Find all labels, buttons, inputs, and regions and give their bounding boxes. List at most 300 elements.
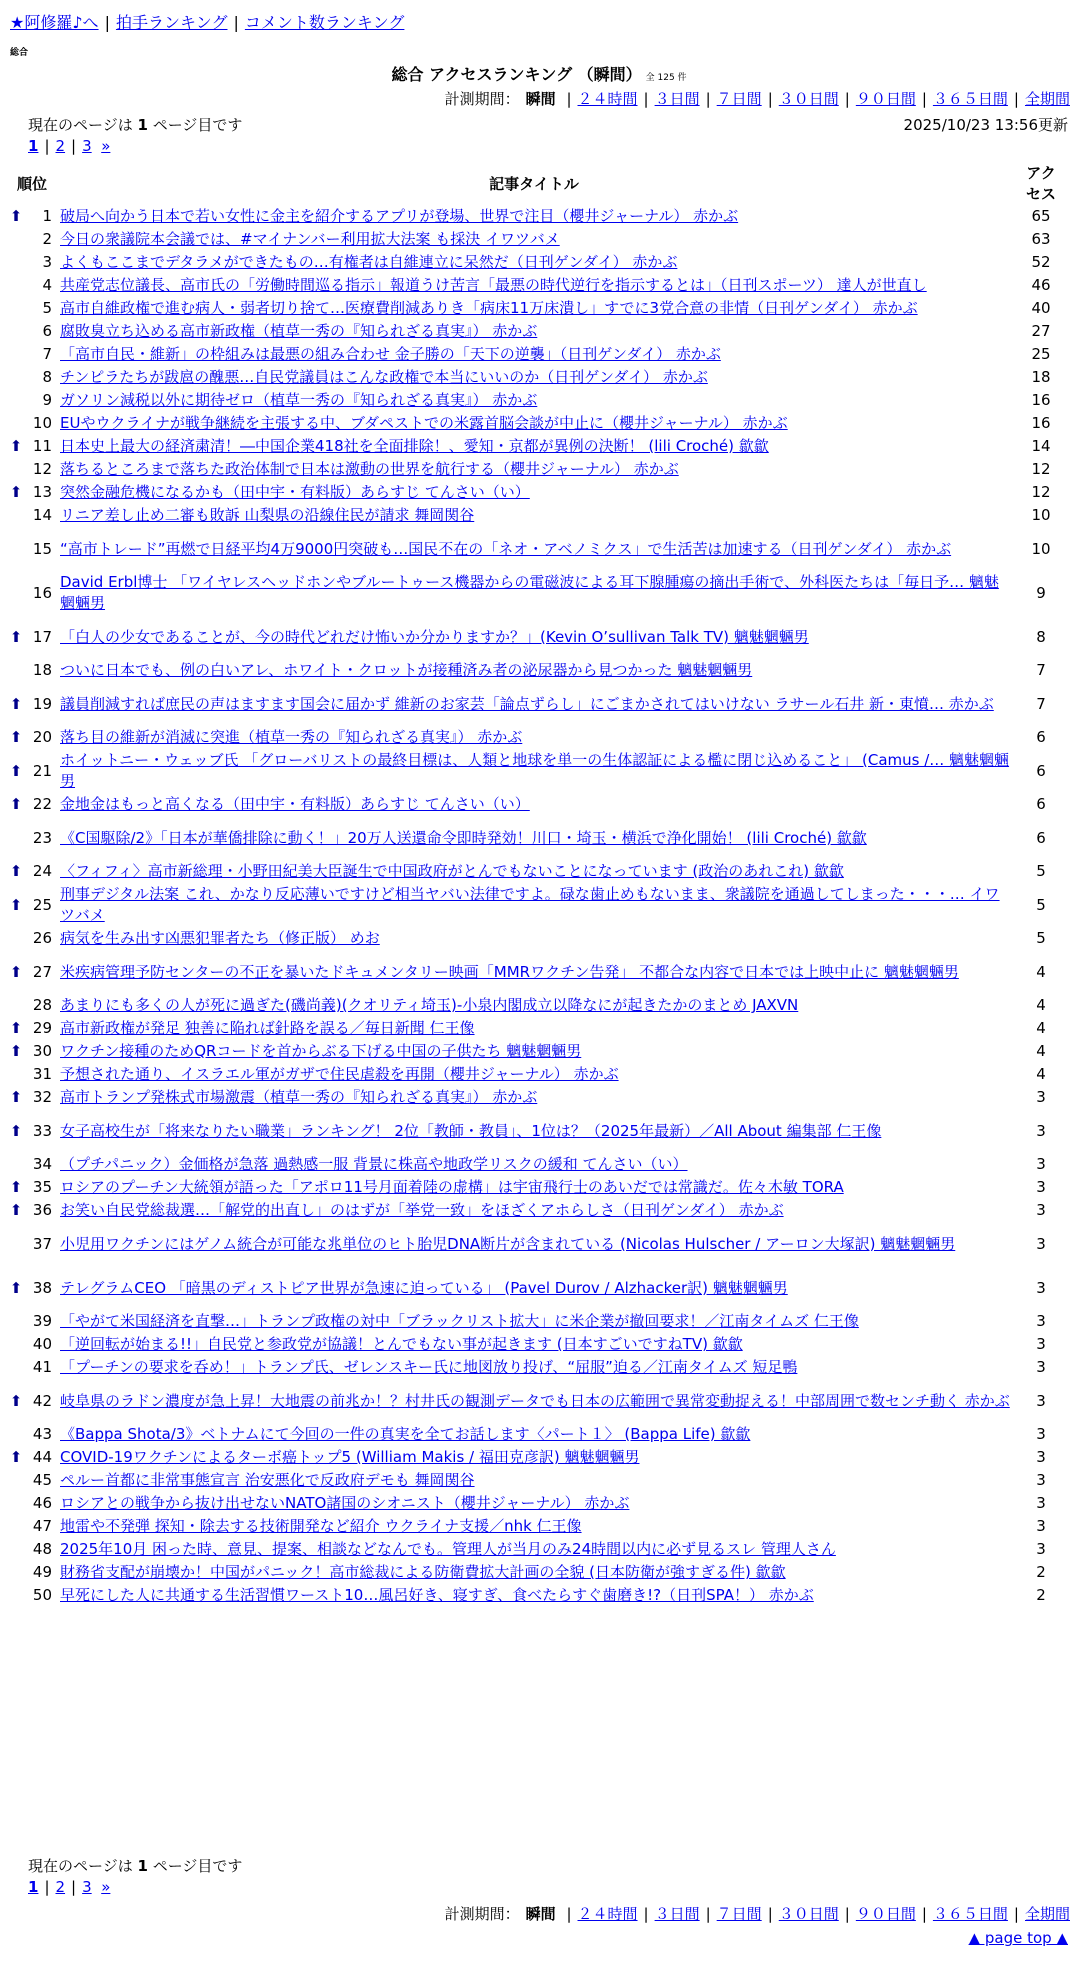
total-count: 全 125 件 (645, 73, 687, 83)
access-count: 3 (1036, 1471, 1046, 1489)
rank-change-cell (8, 1538, 24, 1561)
period-option-4[interactable]: ３０日間 (778, 90, 839, 108)
access-count: 3 (1036, 1540, 1046, 1558)
rank-number: 40 (32, 1335, 52, 1353)
article-title-cell (56, 659, 1012, 682)
article-title-cell (56, 1109, 1012, 1153)
table-row (8, 1310, 1070, 1333)
rank-number: 24 (32, 862, 52, 880)
article-link[interactable]: 「逆回転が始まる!!」自民党と参政党が協議！とんでもない事が起きます (日本すごいですねTV) 歙歙 (60, 1335, 743, 1353)
rank-number: 8 (42, 368, 52, 386)
article-title-cell (56, 883, 1012, 927)
pager-next[interactable]: » (101, 137, 111, 155)
access-count: 4 (1036, 962, 1046, 981)
rank-number: 25 (32, 895, 52, 914)
period-selector-top (445, 88, 1070, 109)
table-row (8, 1469, 1070, 1492)
page-title (0, 62, 1078, 85)
table-row (8, 274, 1070, 297)
article-title-cell (56, 1086, 1012, 1109)
rank-change-cell (8, 726, 24, 749)
article-title-cell (56, 251, 1012, 274)
article-title-cell (56, 320, 1012, 343)
article-link[interactable]: 米疾病管理予防センターの不正を暴いたドキュメンタリー映画「MMRワクチン告発」 不都合な内容で日本では上映中止に 魑魅魍魎男 (60, 962, 959, 981)
rank-number: 7 (42, 345, 52, 363)
access-count: 12 (1031, 483, 1051, 501)
table-row (8, 1266, 1070, 1310)
rank-number: 11 (32, 437, 52, 455)
access-count: 10 (1031, 539, 1051, 558)
rank-number: 2 (42, 230, 52, 248)
article-link[interactable]: 小児用ワクチンにはゲノム統合が可能な兆単位のヒト胎児DNA断片が含まれている (Nicolas Hulscher / アーロン大塚訳) 魑魅魍魎男 (60, 1234, 956, 1253)
period-option-6[interactable]: ３６５日間 (932, 90, 1008, 108)
rank-change-cell (8, 1515, 24, 1538)
article-link[interactable]: 落ちるところまで落ちた政治体制で日本は激動の世界を航行する（櫻井ジャーナル） 赤かぶ (60, 460, 679, 478)
article-link[interactable]: 今日の衆議院本会議では、#マイナンバー利用拡大法案 も採決 イワツバメ (60, 230, 560, 248)
article-link[interactable]: 「プーチンの要求を呑め！」トランプ氏、ゼレンスキー氏に地図放り投げ、“屈服”迫る／江南タイムズ 短足鴨 (60, 1358, 798, 1376)
rank-change-cell (8, 994, 24, 1017)
period-option-1[interactable]: ２４時間 (577, 1905, 638, 1923)
pager-current[interactable]: 1 (28, 137, 39, 155)
article-title-cell (56, 793, 1012, 816)
rank-number: 12 (32, 460, 52, 478)
rank-number: 1 (42, 207, 52, 225)
rank-number: 36 (32, 1201, 52, 1219)
table-row (8, 1017, 1070, 1040)
rank-number: 23 (32, 828, 52, 847)
article-link[interactable]: ロシアのプーチン大統領が語った「アポロ11号月面着陸の虚構」は宇宙飛行士のあいだでは常識だ。佐々木敏 TORA (60, 1178, 844, 1196)
asyura-home-link[interactable]: ★阿修羅♪へ (10, 13, 99, 32)
rank-number: 50 (32, 1586, 52, 1604)
access-count: 7 (1036, 661, 1046, 679)
period-separator: | (1013, 1905, 1019, 1923)
rank-change-cell (8, 297, 24, 320)
period-label: 計測期間： (444, 90, 520, 108)
period-selector-bottom (445, 1903, 1070, 1924)
rank-change-cell (8, 883, 24, 927)
rank-up-arrow-icon: ⬆ (9, 795, 23, 813)
article-link[interactable]: あまりにも多くの人が死に過ぎた(磯尚義)(クオリティ埼玉)-小泉内閣成立以降なにが起きたかのまとめ JAXVN (60, 996, 799, 1014)
pager-top: 1 | 2 | 3 » (28, 137, 111, 155)
article-link[interactable]: （プチパニック）金価格が急落 過熱感一服 背景に株高や地政学リスクの緩和 てんさい（い） (60, 1155, 688, 1173)
period-option-5[interactable]: ９０日間 (855, 90, 916, 108)
article-link[interactable]: 〈フィフィ〉高市新総理・小野田紀美大臣誕生で中国政府がとんでもないことになっています (政治のあれこれ) 歙歙 (60, 862, 844, 880)
rank-number: 17 (32, 627, 52, 646)
rank-up-arrow-icon: ⬆ (9, 483, 23, 501)
rank-up-arrow-icon: ⬆ (9, 1448, 23, 1466)
pager-next[interactable]: » (101, 1878, 111, 1896)
article-link[interactable]: 病気を生み出す凶悪犯罪者たち（修正版） めお (60, 929, 380, 947)
access-count: 4 (1036, 1019, 1046, 1037)
nav-separator: | (233, 13, 239, 32)
article-title-cell (56, 1515, 1012, 1538)
period-separator: | (1013, 90, 1019, 108)
table-row (8, 504, 1070, 527)
rank-change-cell (8, 1063, 24, 1086)
article-link[interactable]: リニア差し止め二審も敗訴 山梨県の沿線住民が請求 舞岡関谷 (60, 506, 475, 524)
rank-change-cell (8, 793, 24, 816)
access-count: 7 (1036, 694, 1046, 713)
article-title-cell (56, 1153, 1012, 1176)
category-label: 総合 (10, 48, 29, 58)
article-link[interactable]: 《Bappa Shota/3》ベトナムにて今回の一件の真実を全てお話します〈パート１〉 (Bappa Life) 歙歙 (60, 1425, 751, 1443)
rank-up-arrow-icon: ⬆ (9, 862, 23, 880)
comment-ranking-link[interactable]: コメント数ランキング (244, 13, 405, 32)
rank-number: 14 (32, 506, 52, 524)
table-row (8, 435, 1070, 458)
article-title-cell (56, 950, 1012, 994)
rank-change-cell (8, 749, 24, 793)
rank-change-cell (8, 1469, 24, 1492)
period-option-3[interactable]: ７日間 (716, 1905, 762, 1923)
table-row (8, 950, 1070, 994)
page-info-number: 1 (137, 116, 148, 134)
article-link[interactable]: 財務省支配が崩壊か！中国がパニック！高市総裁による防衛費拡大計画の全貌 (日本防衛が強すぎる件) 歙歙 (60, 1563, 786, 1581)
article-link[interactable]: 議員削減すれば庶民の声はますます国会に届かず 維新のお家芸「論点ずらし」にごまかされてはいけない ラサール石井 新・東憤… 赤かぶ (60, 694, 994, 713)
rank-change-cell (8, 1086, 24, 1109)
rank-up-arrow-icon: ⬆ (9, 728, 23, 746)
rank-change-cell (8, 274, 24, 297)
ranking-header-row (8, 163, 1070, 205)
pager-current[interactable]: 1 (28, 1878, 39, 1896)
rank-number: 49 (32, 1563, 52, 1581)
rank-number: 9 (42, 391, 52, 409)
table-row (8, 205, 1070, 228)
article-link[interactable]: 早死にした人に共通する生活習慣ワースト10…風呂好き、寝すぎ、食べたらすぐ歯磨き!?（日刊SPA！） 赤かぶ (60, 1586, 814, 1604)
article-title-cell (56, 527, 1012, 571)
article-title-cell (56, 682, 1012, 726)
period-separator: | (705, 90, 711, 108)
rank-number: 3 (42, 253, 52, 271)
table-row (8, 1153, 1070, 1176)
access-count: 14 (1031, 437, 1051, 455)
rank-number: 15 (32, 539, 52, 558)
access-count: 6 (1036, 828, 1046, 847)
article-link[interactable]: 「白人の少女であることが、今の時代どれだけ怖いか分かりますか？」(Kevin O’sullivan Talk TV) 魑魅魍魎男 (60, 627, 809, 646)
period-separator: | (566, 1905, 572, 1923)
rank-change-cell (8, 1109, 24, 1153)
rank-up-arrow-icon: ⬆ (9, 437, 23, 455)
updated-timestamp: 2025/10/23 13:56更新 (903, 116, 1068, 134)
article-link[interactable]: 2025年10月 困った時、意見、提案、相談などなんでも。管理人が当月のみ24時間以内に必ず見るスレ 管理人さん (60, 1540, 836, 1558)
period-separator: | (844, 90, 850, 108)
rank-change-cell (8, 205, 24, 228)
rank-number: 37 (32, 1234, 52, 1253)
rank-up-arrow-icon: ⬆ (9, 207, 23, 225)
rank-number: 6 (42, 322, 52, 340)
period-option-1[interactable]: ２４時間 (577, 90, 638, 108)
article-title-cell (56, 1469, 1012, 1492)
rank-change-cell (8, 1266, 24, 1310)
table-row (8, 481, 1070, 504)
current-page-info-bottom (28, 1855, 242, 1876)
access-count: 12 (1031, 460, 1051, 478)
rank-number: 13 (32, 483, 52, 501)
article-link[interactable]: 予想された通り、イスラエル軍がガザで住民虐殺を再開（櫻井ジャーナル） 赤かぶ (60, 1065, 619, 1083)
rank-change-cell (8, 571, 24, 615)
article-title-cell (56, 366, 1012, 389)
table-row (8, 297, 1070, 320)
rank-change-cell (8, 1446, 24, 1469)
article-title-cell (56, 1492, 1012, 1515)
rank-up-arrow-icon: ⬆ (9, 1178, 23, 1196)
rank-number: 45 (32, 1471, 52, 1489)
table-row (8, 1446, 1070, 1469)
period-separator: | (921, 90, 927, 108)
pager-page-2[interactable]: 2 (55, 137, 66, 155)
article-title-cell (56, 1017, 1012, 1040)
article-title-cell (56, 297, 1012, 320)
access-header: アクセス (1025, 164, 1056, 203)
access-count: 4 (1036, 996, 1046, 1014)
table-row (8, 749, 1070, 793)
rank-number: 27 (32, 962, 52, 981)
table-row (8, 251, 1070, 274)
article-link[interactable]: 「やがて米国経済を直撃…」トランプ政権の対中「ブラックリスト拡大」に米企業が撤回要求！／江南タイムズ 仁王像 (60, 1312, 859, 1330)
period-options (560, 90, 1070, 108)
period-option-7[interactable]: 全期間 (1024, 1905, 1070, 1923)
rank-change-cell (8, 366, 24, 389)
rank-up-arrow-icon: ⬆ (9, 694, 23, 713)
rank-number: 42 (32, 1391, 52, 1410)
article-link[interactable]: 破局へ向かう日本で若い女性に金主を紹介するアプリが登場、世界で注目（櫻井ジャーナル） 赤かぶ (60, 207, 739, 225)
period-option-5[interactable]: ９０日間 (855, 1905, 916, 1923)
article-title-cell (56, 1333, 1012, 1356)
table-row (8, 1109, 1070, 1153)
article-link[interactable]: COVID-19ワクチンによるターボ癌トップ5 (William Makis / 福田克彦訳) 魑魅魍魎男 (60, 1448, 640, 1466)
article-link[interactable]: 女子高校生が「将来なりたい職業」ランキング！ 2位「教師・教員」、1位は？（2025年最新）／All About 編集部 仁王像 (60, 1121, 882, 1140)
rank-number: 33 (32, 1121, 52, 1140)
rank-change-cell (8, 860, 24, 883)
table-row (8, 1176, 1070, 1199)
rank-number: 31 (32, 1065, 52, 1083)
article-link[interactable]: お笑い自民党総裁選…「解党的出直し」のはずが「挙党一致」をほざくアホらしさ（日刊ゲンダイ） 赤かぶ (60, 1201, 784, 1219)
article-title-cell (56, 1538, 1012, 1561)
rank-up-arrow-icon: ⬆ (9, 761, 23, 780)
access-count: 65 (1031, 207, 1051, 225)
article-title-cell (56, 1199, 1012, 1222)
rank-number: 35 (32, 1178, 52, 1196)
article-link[interactable]: David Erbl博士 「ワイヤレスヘッドホンやブルートゥース機器からの電磁波による耳下腺腫瘍の摘出手術で、外科医たちは「毎日予… 魑魅魍魎男 (60, 573, 999, 612)
table-row (8, 1199, 1070, 1222)
top-nav (10, 10, 404, 33)
access-count: 25 (1031, 345, 1051, 363)
access-count: 3 (1036, 1278, 1046, 1297)
access-count: 4 (1036, 1065, 1046, 1083)
table-row (8, 458, 1070, 481)
article-title-cell (56, 389, 1012, 412)
access-count: 4 (1036, 1042, 1046, 1060)
article-link[interactable]: 突然金融危機になるかも（田中宇・有料版）あらすじ てんさい（い） (60, 483, 530, 501)
article-title-cell (56, 1561, 1012, 1584)
rank-change-cell (8, 481, 24, 504)
period-option-2[interactable]: ３日間 (654, 90, 700, 108)
article-link[interactable]: 「高市自民・維新」の枠組みは最悪の組み合わせ 金子勝の「天下の逆襲」（日刊ゲンダイ） 赤かぶ (60, 345, 721, 363)
rank-change-cell (8, 659, 24, 682)
article-link[interactable]: 日本史上最大の経済粛清！―中国企業418社を全面排除！、愛知・京都が異例の決断！ (lili Croché) 歙歙 (60, 437, 769, 455)
page-info-suffix: ページ目です (152, 116, 243, 134)
table-row (8, 1379, 1070, 1423)
rank-change-cell (8, 1333, 24, 1356)
current-page-info-top (28, 114, 242, 135)
rank-number: 20 (32, 728, 52, 746)
article-link[interactable]: ワクチン接種のためQRコードを首からぶる下げる中国の子供たち 魑魅魍魎男 (60, 1042, 582, 1060)
applause-ranking-link[interactable]: 拍手ランキング (115, 13, 228, 32)
access-count: 3 (1036, 1358, 1046, 1376)
rank-change-cell (8, 1040, 24, 1063)
access-count: 3 (1036, 1335, 1046, 1353)
rank-change-cell (8, 615, 24, 659)
article-link[interactable]: 《C国駆除/2》「日本が華僑排除に動く！」20万人送還命令即時発効！川口・埼玉・横浜で浄化開始！ (lili Croché) 歙歙 (60, 828, 867, 847)
table-row (8, 1538, 1070, 1561)
period-option-7[interactable]: 全期間 (1024, 90, 1070, 108)
rank-change-cell (8, 950, 24, 994)
rank-change-cell (8, 1017, 24, 1040)
period-current: 瞬間 (525, 1905, 556, 1923)
article-title-cell (56, 481, 1012, 504)
rank-change-cell (8, 927, 24, 950)
table-row (8, 726, 1070, 749)
period-option-2[interactable]: ３日間 (654, 1905, 700, 1923)
article-title-cell (56, 458, 1012, 481)
access-count: 3 (1036, 1201, 1046, 1219)
rank-number: 28 (32, 996, 52, 1014)
rank-change-cell (8, 251, 24, 274)
rank-change-cell (8, 1561, 24, 1584)
table-row (8, 615, 1070, 659)
article-title-cell (56, 749, 1012, 793)
article-link[interactable]: 地雷や不発弾 探知・除去する技術開発など紹介 ウクライナ支援／nhk 仁王像 (60, 1517, 582, 1535)
article-title-cell (56, 927, 1012, 950)
table-row (8, 860, 1070, 883)
article-title-cell (56, 615, 1012, 659)
article-title-cell (56, 1379, 1012, 1423)
access-count: 18 (1031, 368, 1051, 386)
access-count: 8 (1036, 627, 1046, 646)
article-link[interactable]: よくもここまでデタラメができたもの…有権者は自維連立に呆然だ（日刊ゲンダイ） 赤かぶ (60, 253, 678, 271)
page-info-number: 1 (137, 1857, 148, 1875)
table-row (8, 228, 1070, 251)
pager-page-3[interactable]: 3 (82, 1878, 92, 1896)
access-count: 9 (1036, 583, 1046, 602)
article-link[interactable]: 腐敗臭立ち込める高市新政権（植草一秀の『知られざる真実』） 赤かぶ (60, 322, 538, 340)
rank-change-cell (8, 435, 24, 458)
access-count: 27 (1031, 322, 1051, 340)
period-option-6[interactable]: ３６５日間 (932, 1905, 1008, 1923)
access-count: 3 (1036, 1448, 1046, 1466)
access-count: 3 (1036, 1234, 1046, 1253)
table-row (8, 994, 1070, 1017)
article-link[interactable]: ペルー首都に非常事態宣言 治安悪化で反政府デモも 舞岡関谷 (60, 1471, 475, 1489)
period-option-4[interactable]: ３０日間 (778, 1905, 839, 1923)
rank-number: 18 (32, 661, 52, 679)
article-link[interactable]: 落ち目の維新が消滅に突進（植草一秀の『知られざる真実』） 赤かぶ (60, 728, 523, 746)
rank-number: 21 (32, 761, 52, 780)
rank-up-arrow-icon: ⬆ (9, 1121, 23, 1140)
rank-up-arrow-icon: ⬆ (9, 1042, 23, 1060)
rank-change-cell (8, 1222, 24, 1266)
period-option-3[interactable]: ７日間 (716, 90, 762, 108)
rank-up-arrow-icon: ⬆ (9, 1278, 23, 1297)
rank-change-cell (8, 1153, 24, 1176)
access-count: 3 (1036, 1312, 1046, 1330)
access-count: 5 (1036, 862, 1046, 880)
access-count: 52 (1031, 253, 1051, 271)
rank-number: 48 (32, 1540, 52, 1558)
access-count: 5 (1036, 929, 1046, 947)
access-count: 2 (1036, 1563, 1046, 1581)
access-count: 16 (1031, 414, 1051, 432)
table-row (8, 883, 1070, 927)
article-title-cell (56, 228, 1012, 251)
article-link[interactable]: 高市トランプ発株式市場激震（植草一秀の『知られざる真実』） 赤かぶ (60, 1088, 538, 1106)
rank-number: 39 (32, 1312, 52, 1330)
rank-number: 41 (32, 1358, 52, 1376)
period-current: 瞬間 (525, 90, 556, 108)
article-link[interactable]: “高市トレード”再燃で日経平均4万9000円突破も…国民不在の「ネオ・アベノミクス」で生活苦は加速する（日刊ゲンダイ） 赤かぶ (60, 539, 952, 558)
article-title-cell (56, 1584, 1012, 1607)
article-link[interactable]: 共産党志位議長、高市氏の「労働時間巡る指示」報道うけ苦言「最悪の時代逆行を指示するとは」（日刊スポーツ） 達人が世直し (60, 276, 927, 294)
article-title-cell (56, 1310, 1012, 1333)
article-link[interactable]: テレグラムCEO 「暗黒のディストピア世界が急速に迫っている」 (Pavel Durov / Alzhacker訳) 魑魅魍魎男 (60, 1278, 788, 1297)
rank-number: 5 (42, 299, 52, 317)
table-row (8, 412, 1070, 435)
access-count: 6 (1036, 728, 1046, 746)
rank-number: 19 (32, 694, 52, 713)
page-info-prefix: 現在のページは (28, 1857, 133, 1875)
article-link[interactable]: 岐阜県のラドン濃度が急上昇！大地震の前兆か！？村井氏の観測データでも日本の広範囲で異常変動捉える！中部周囲で数センチ動く 赤かぶ (60, 1391, 1010, 1410)
rank-up-arrow-icon: ⬆ (9, 1088, 23, 1106)
rank-change-cell (8, 1176, 24, 1199)
rank-number: 22 (32, 795, 52, 813)
pager-page-2[interactable]: 2 (55, 1878, 66, 1896)
rank-number: 29 (32, 1019, 52, 1037)
article-link[interactable]: 高市新政権が発足 独善に陥れば針路を誤る／毎日新聞 仁王像 (60, 1019, 475, 1037)
table-row (8, 1063, 1070, 1086)
table-row (8, 927, 1070, 950)
article-link[interactable]: 金地金はもっと高くなる（田中宇・有料版）あらすじ てんさい（い） (60, 795, 530, 813)
article-link[interactable]: ついに日本でも、例の白いアレ、ホワイト・クロットが接種済み者の泌尿器から見つかった 魑魅魍魎男 (60, 661, 753, 679)
article-link[interactable]: ロシアとの戦争から抜け出せないNATO諸国のシオニスト（櫻井ジャーナル） 赤かぶ (60, 1494, 630, 1512)
page-title-text: 総合 アクセスランキング （瞬間） (391, 65, 642, 84)
article-title-cell (56, 1040, 1012, 1063)
page-info-prefix: 現在のページは (28, 116, 133, 134)
article-link[interactable]: 高市自維政権で進む病人・弱者切り捨て…医療費削減ありき「病床11万床潰し」すでに3党合意の非情（日刊ゲンダイ） 赤かぶ (60, 299, 918, 317)
article-link[interactable]: ガソリン減税以外に期待ゼロ（植草一秀の『知られざる真実』） 赤かぶ (60, 391, 538, 409)
rank-change-cell (8, 412, 24, 435)
article-link[interactable]: チンピラたちが跋扈の醜悪…自民党議員はこんな政権で本当にいいのか（日刊ゲンダイ） 赤かぶ (60, 368, 708, 386)
article-link[interactable]: ホイットニー・ウェッブ氏 「グローバリストの最終目標は、人類と地球を単一の生体認証による檻に閉じ込めること」 (Camus /… 魑魅魍魎男 (60, 751, 1010, 790)
rank-number: 4 (42, 276, 52, 294)
rank-change-cell (8, 458, 24, 481)
rank-change-cell (8, 682, 24, 726)
access-count: 16 (1031, 391, 1051, 409)
table-row (8, 1584, 1070, 1607)
article-title-cell (56, 571, 1012, 615)
table-row (8, 682, 1070, 726)
rank-up-arrow-icon: ⬆ (9, 1391, 23, 1410)
article-link[interactable]: EUやウクライナが戦争継続を主張する中、ブダペストでの米露首脳会談が中止に（櫻井ジャーナル） 赤かぶ (60, 414, 788, 432)
rank-change-cell (8, 389, 24, 412)
period-separator: | (844, 1905, 850, 1923)
article-link[interactable]: 刑事デジタル法案 これ、かなり反応薄いですけど相当ヤバい法律ですよ。碌な歯止めもないまま、衆議院を通過してしまった・・・… イワツバメ (60, 885, 1000, 924)
pager-page-3[interactable]: 3 (82, 137, 92, 155)
table-row (8, 1333, 1070, 1356)
access-count: 3 (1036, 1517, 1046, 1535)
page-top-link[interactable]: ▲ page top ▲ (968, 1929, 1068, 1947)
rank-up-arrow-icon: ⬆ (9, 895, 23, 914)
article-title-cell (56, 343, 1012, 366)
